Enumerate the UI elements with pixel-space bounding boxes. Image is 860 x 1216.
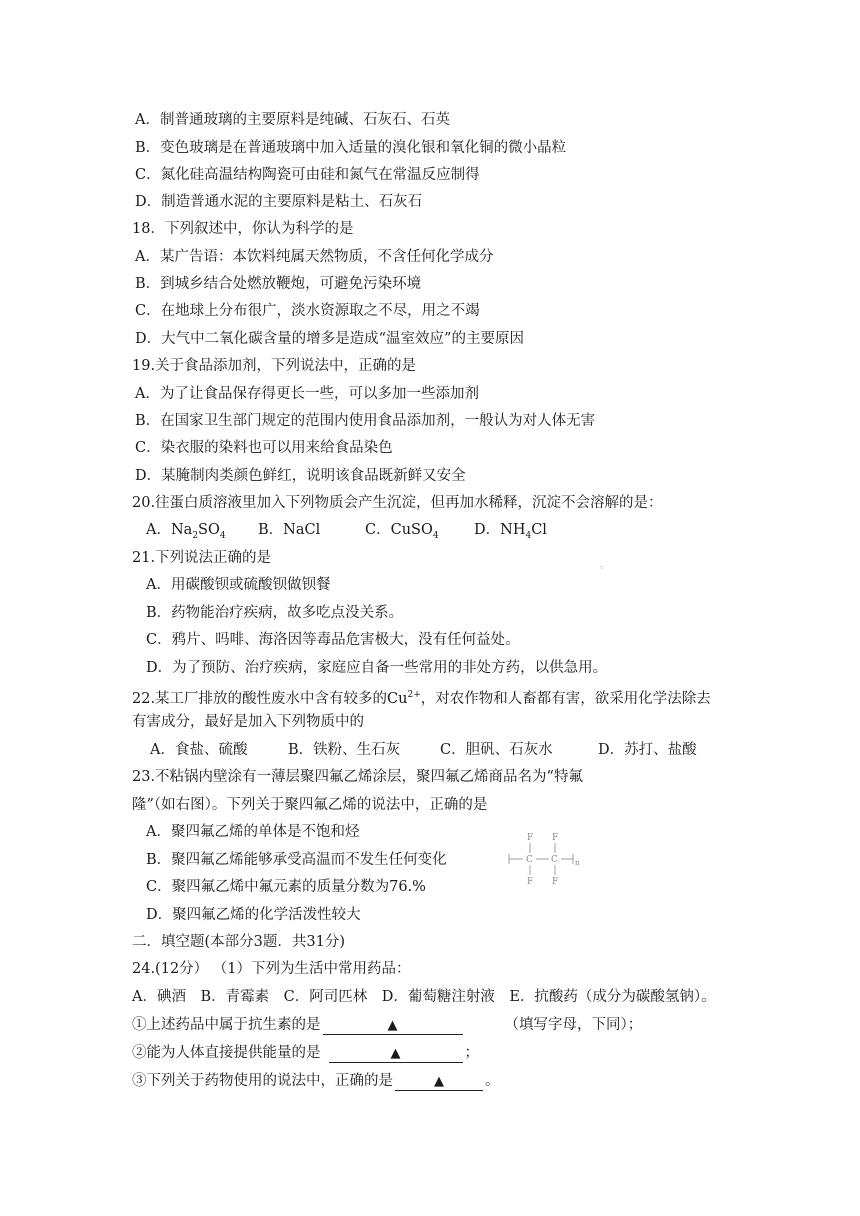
q20-option-b: B．NaCl	[258, 522, 321, 538]
q19-option-d: D．某腌制肉类颜色鲜红，说明该食品既新鲜又安全	[135, 468, 466, 484]
q19-option-b: B．在国家卫生部门规定的范围内使用食品添加剂，一般认为对人体无害	[135, 413, 596, 429]
q22-option-d: D．苏打、盐酸	[598, 742, 697, 758]
q17-option-b: B．变色玻璃是在普通玻璃中加入适量的溴化银和氧化铜的微小晶粒	[135, 140, 567, 156]
q17-option-a: A．制普通玻璃的主要原料是纯碱、石灰石、石英	[135, 112, 450, 128]
q18-option-b: B．到城乡结合处燃放鞭炮，可避免污染环境	[135, 276, 422, 292]
q21-option-c: C．鸦片、吗啡、海洛因等毒品危害极大，没有任何益处。	[146, 632, 520, 648]
q22-stem: 22.某工厂排放的酸性废水中含有较多的$Cu^{2+}$，对农作物和人畜都有害，欲采用化学法除去	[132, 690, 711, 707]
q23-stem-line2: 隆”（如右图）。下列关于聚四氟乙烯的说法中，正确的是	[132, 797, 488, 813]
q23-option-c: C．聚四氟乙烯中氟元素的质量分数为76.%	[146, 879, 426, 895]
fluorine-label: F	[552, 833, 559, 843]
stray-mark: 。	[600, 560, 610, 571]
q21-option-b: B．药物能治疗疾病，故多吃点没关系。	[146, 605, 404, 621]
repeat-n-label: n	[575, 859, 580, 867]
q23-option-d: D．聚四氟乙烯的化学活泼性较大	[146, 907, 361, 923]
carbon-label: C	[551, 855, 558, 865]
triangle-icon: ▲	[390, 1046, 401, 1061]
q22-stem-line2: 有害成分，最好是加入下列物质中的	[132, 714, 364, 730]
answer-blank-3[interactable]	[395, 1072, 483, 1091]
q24-stem: 24.(12分） （1）下列为生活中常用药品：	[132, 961, 411, 977]
q20-stem: 20.往蛋白质溶液里加入下列物质会产生沉淀，但再加水稀释，沉淀不会溶解的是：	[132, 495, 663, 511]
q24-item-2: ②能为人体直接提供能量的是 ▲ ；	[132, 1045, 479, 1061]
carbon-label: C	[526, 855, 533, 865]
q23-option-a: A．聚四氟乙烯的单体是不饱和烃	[146, 824, 360, 840]
q18-option-a: A．某广告语：本饮料纯属天然物质，不含任何化学成分	[135, 249, 494, 265]
q20-option-a: A．$Na_2SO_4$	[146, 522, 226, 541]
q21-option-d: D．为了预防、治疗疾病，家庭应自备一些常用的非处方药，以供急用。	[146, 660, 608, 676]
q18-option-c: C．在地球上分布很广，淡水资源取之不尽，用之不竭	[135, 303, 480, 319]
triangle-icon: ▲	[387, 1018, 398, 1033]
q21-option-a: A．用碳酸钡或硫酸钡做钡餐	[146, 577, 331, 593]
answer-blank-2[interactable]	[329, 1044, 463, 1063]
q20-option-c: C．CuSO$_4$	[365, 522, 439, 541]
q17-option-c: C．氮化硅高温结构陶瓷可由硅和氮气在常温反应制得	[135, 167, 480, 183]
q22-option-b: B．铁粉、生石灰	[288, 742, 401, 758]
q24-options: A．碘酒 B．青霉素 C．阿司匹林 D．葡萄糖注射液 E．抗酸药（成分为碳酸氢钠）。	[132, 989, 716, 1005]
q21-stem: 21.下列说法正确的是	[132, 550, 272, 566]
ptfe-structure-diagram	[505, 830, 615, 890]
q19-stem: 19.关于食品添加剂，下列说法中，正确的是	[132, 358, 417, 374]
q23-stem-line1: 23.不粘锅内壁涂有一薄层聚四氟乙烯涂层，聚四氟乙烯商品名为“特氟	[132, 769, 583, 785]
q24-item-1: ①上述药品中属于抗生素的是 ▲ （填写字母，下同）；	[132, 1017, 643, 1033]
q24-item-3: ③下列关于药物使用的说法中，正确的是 ▲ 。	[132, 1073, 500, 1089]
q19-option-c: C．染衣服的染料也可以用来给食品染色	[135, 440, 393, 456]
triangle-icon: ▲	[434, 1074, 444, 1089]
q22-option-a: A．食盐、硫酸	[150, 742, 248, 758]
q18-option-d: D．大气中二氧化碳含量的增多是造成“温室效应”的主要原因	[135, 331, 524, 347]
q19-option-a: A．为了让食品保存得更长一些，可以多加一些添加剂	[135, 386, 479, 402]
q22-option-c: C．胆矾、石灰水	[440, 742, 553, 758]
fluorine-label: F	[527, 877, 534, 887]
fluorine-label: F	[552, 877, 559, 887]
fluorine-label: F	[527, 833, 534, 843]
section-title: 二．填空题(本部分3题．共31分)	[132, 934, 345, 950]
q18-stem: 18．下列叙述中，你认为科学的是	[132, 221, 354, 237]
q23-option-b: B．聚四氟乙烯能够承受高温而不发生任何变化	[146, 852, 447, 868]
answer-blank-1[interactable]	[323, 1016, 463, 1035]
q17-option-d: D．制造普通水泥的主要原料是粘土、石灰石	[135, 194, 423, 210]
q20-option-d: D．$NH_4Cl$	[474, 522, 547, 541]
